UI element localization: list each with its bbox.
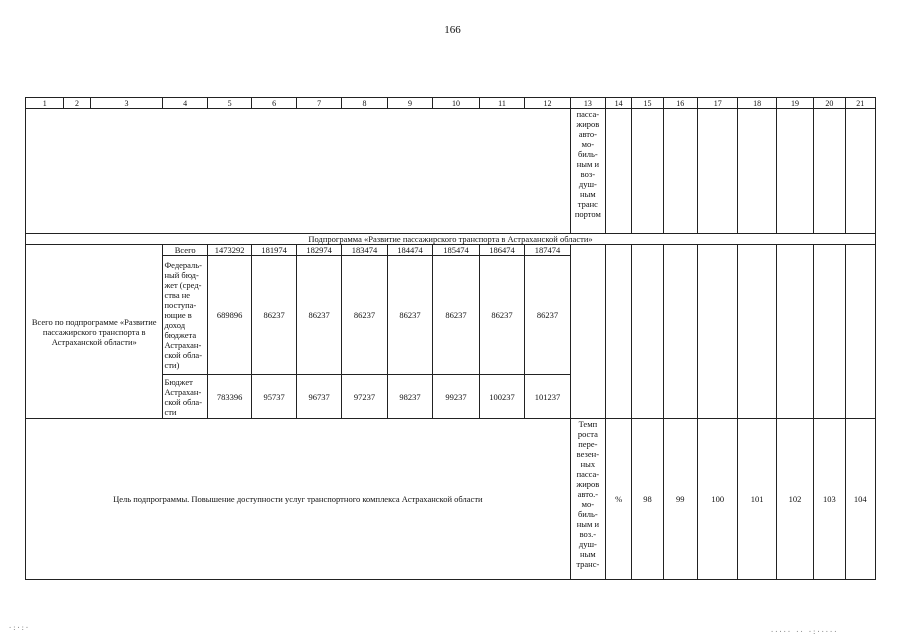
empty-cell	[738, 109, 776, 234]
empty-cell	[697, 109, 737, 234]
goal-text: Цель подпрограммы. Повышение доступности услуг транспортного комплекса Астраханской области	[26, 419, 571, 580]
empty-cell	[845, 109, 875, 234]
col-number: 17	[697, 98, 737, 109]
col-number: 7	[296, 98, 341, 109]
empty-cell	[814, 109, 845, 234]
empty-cell	[26, 109, 571, 234]
value-cell: 86237	[433, 256, 479, 375]
value-cell: 96737	[296, 375, 341, 419]
subprogram-title: Подпрограмма «Развитие пассажирского транспорта в Астраханской области»	[26, 234, 876, 245]
value-cell: 186474	[479, 245, 524, 256]
total-all-row	[26, 245, 876, 256]
indicator-continuation-text: пасса- жиров авто- мо- биль- ным и воз- душ- ным транс портом	[574, 109, 601, 219]
value-cell: 101	[738, 419, 776, 580]
continuation-row	[26, 109, 876, 234]
col-number: 16	[663, 98, 697, 109]
program-table	[25, 97, 876, 580]
value-cell: 181974	[252, 245, 296, 256]
value-cell: 104	[845, 419, 875, 580]
value-cell: 86237	[387, 256, 432, 375]
total-label-cell	[26, 245, 163, 419]
value-cell: 99237	[433, 375, 479, 419]
funding-source: Всего	[163, 245, 207, 256]
empty-cell	[697, 245, 737, 419]
value-cell: 86237	[525, 256, 570, 375]
value-cell: 86237	[296, 256, 341, 375]
goal-indicator-cell	[570, 419, 605, 580]
empty-cell	[632, 245, 663, 419]
funding-source: Федераль- ный бюд- жет (сред- ства не поступа- ющие в доход бюджета Астрахан- ской обла- сти)	[164, 260, 203, 370]
value-cell: 102	[776, 419, 813, 580]
value-cell: 182974	[296, 245, 341, 256]
col-number: 12	[525, 98, 570, 109]
scan-artifact-left: ·:·:·	[8, 624, 30, 632]
funding-source: Бюджет Астрахан- ской обла- сти	[164, 376, 203, 417]
value-cell: 101237	[525, 375, 570, 419]
value-cell: 689896	[207, 256, 251, 375]
col-number: 2	[64, 98, 90, 109]
col-number: 20	[814, 98, 845, 109]
value-cell: 86237	[479, 256, 524, 375]
col-number: 8	[342, 98, 387, 109]
col-number: 11	[479, 98, 524, 109]
col-number: 1	[26, 98, 64, 109]
value-cell: 187474	[525, 245, 570, 256]
col-number: 19	[776, 98, 813, 109]
value-cell: 98	[632, 419, 663, 580]
total-label: Всего по подпрограмме «Развитие пассажирского транспорта в Астраханской области»	[31, 316, 157, 347]
empty-cell	[776, 245, 813, 419]
value-cell: 100237	[479, 375, 524, 419]
value-cell: 100	[697, 419, 737, 580]
empty-cell	[776, 109, 813, 234]
funding-source-cell	[163, 256, 207, 375]
value-cell: 185474	[433, 245, 479, 256]
value-cell: 783396	[207, 375, 251, 419]
empty-cell	[606, 245, 632, 419]
col-number: 5	[207, 98, 251, 109]
unit-cell: %	[606, 419, 632, 580]
empty-cell	[663, 109, 697, 234]
value-cell: 86237	[252, 256, 296, 375]
value-cell: 95737	[252, 375, 296, 419]
empty-cell	[845, 245, 875, 419]
col-number: 13	[570, 98, 605, 109]
col-number: 21	[845, 98, 875, 109]
empty-cell	[570, 245, 605, 419]
value-cell: 99	[663, 419, 697, 580]
empty-cell	[663, 245, 697, 419]
col-number: 3	[90, 98, 163, 109]
empty-cell	[738, 245, 776, 419]
value-cell: 86237	[342, 256, 387, 375]
value-cell: 183474	[342, 245, 387, 256]
column-number-row	[26, 98, 876, 109]
col-number: 14	[606, 98, 632, 109]
col-number: 6	[252, 98, 296, 109]
empty-cell	[606, 109, 632, 234]
empty-cell	[632, 109, 663, 234]
empty-cell	[814, 245, 845, 419]
goal-row	[26, 419, 876, 580]
page-number: 166	[444, 24, 461, 36]
col-number: 18	[738, 98, 776, 109]
value-cell: 103	[814, 419, 845, 580]
goal-indicator: Темп роста пере- везен- ных пасса- жиров авто.- мо- биль- ным и воз.- душ- ным транс-	[576, 419, 600, 569]
col-number: 4	[163, 98, 207, 109]
value-cell: 1473292	[207, 245, 251, 256]
indicator-continuation-cell	[570, 109, 605, 234]
funding-source-cell	[163, 375, 207, 419]
value-cell: 184474	[387, 245, 432, 256]
col-number: 10	[433, 98, 479, 109]
subprogram-title-row	[26, 234, 876, 245]
scan-artifact-right: ····· ·· ·:·····	[770, 628, 838, 636]
value-cell: 97237	[342, 375, 387, 419]
col-number: 9	[387, 98, 432, 109]
col-number: 15	[632, 98, 663, 109]
value-cell: 98237	[387, 375, 432, 419]
